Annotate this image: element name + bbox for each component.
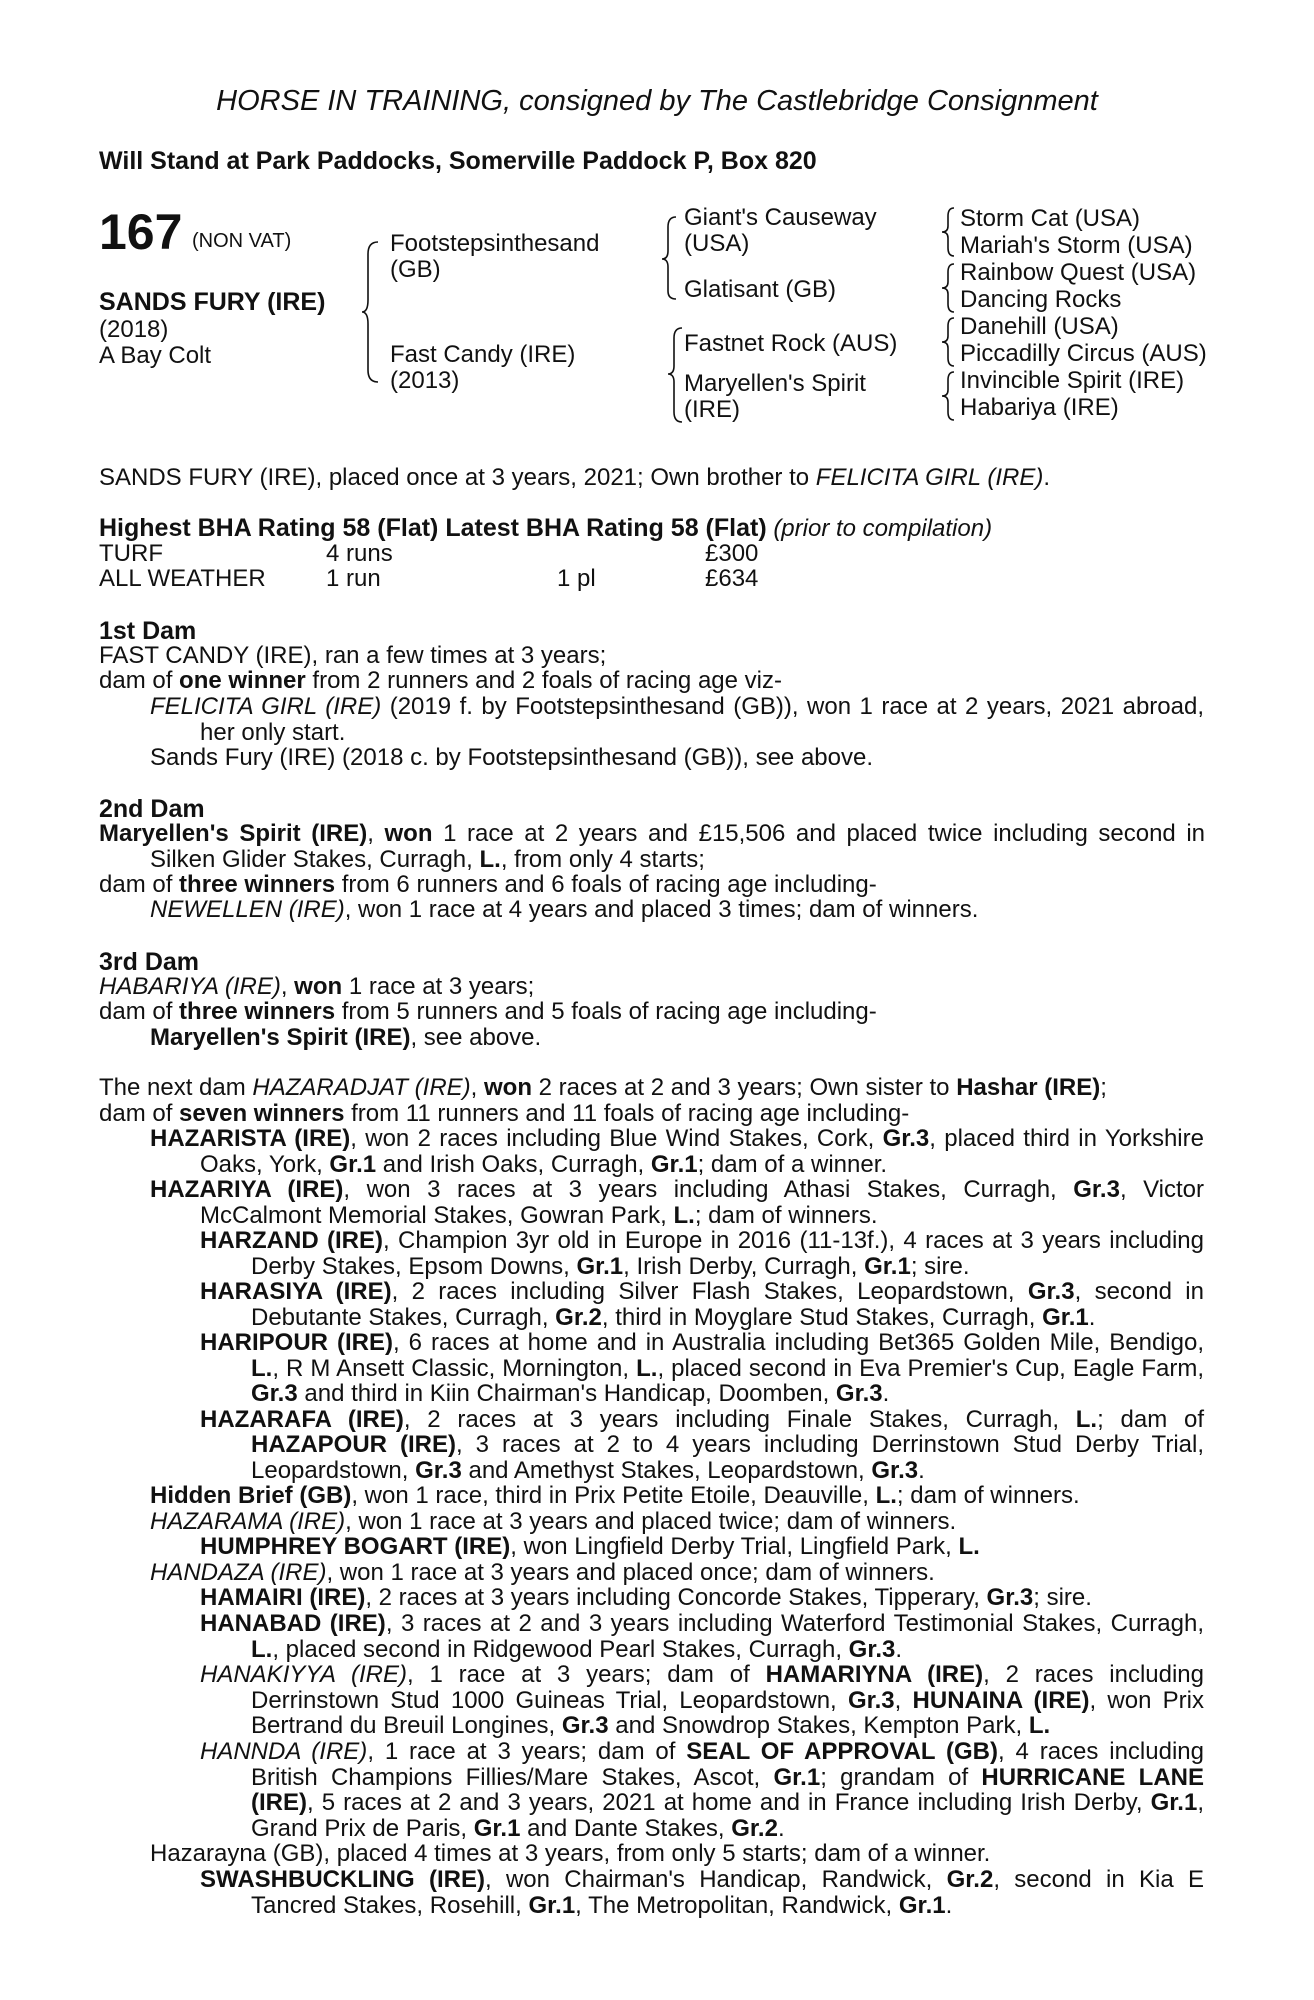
page-title: HORSE IN TRAINING, consigned by The Castlebridge Consignment	[216, 85, 1098, 117]
progeny-hazarayna: Hazarayna (GB), placed 4 times at 3 years, from only 5 starts; dam of a winner.	[150, 1840, 991, 1867]
foaling-year: (2018)	[99, 316, 169, 343]
first-dam-foal-1: FELICITA GIRL (IRE) (2019 f. by Footstepsinthesand (GB)), won 1 race at 2 years, 2021 abroad, her only start.	[150, 693, 1204, 746]
pedigree-dam-sire: Fastnet Rock (AUS)	[684, 330, 898, 357]
pedigree-dam: Fast Candy (IRE) (2013)	[390, 341, 576, 394]
progeny-handaza: HANDAZA (IRE), won 1 race at 3 years and placed once; dam of winners.	[150, 1559, 935, 1586]
first-dam-produce: dam of one winner from 2 runners and 2 foals of racing age viz-	[99, 667, 782, 694]
pedigree-sire: Footstepsinthesand (GB)	[390, 230, 600, 283]
progeny-hazarama: HAZARAMA (IRE), won 1 race at 3 years and placed twice; dam of winners.	[150, 1508, 957, 1535]
next-dam-produce: dam of seven winners from 11 runners and 11 foals of racing age including-	[99, 1100, 910, 1127]
progeny-harasiya: HARASIYA (IRE), 2 races including Silver Flash Stakes, Leopardstown, Gr.3, second in Debutante Stakes, Curragh, Gr.2, third in Moyglare Stud Stakes, Curragh, Gr.1.	[200, 1278, 1204, 1331]
vat-status: (NON VAT)	[192, 230, 292, 252]
progeny-swashbuckling: SWASHBUCKLING (IRE), won Chairman's Handicap, Randwick, Gr.2, second in Kia E Tancred Stakes, Rosehill, Gr.1, The Metropolitan, Randwick, Gr.1.	[200, 1866, 1205, 1919]
third-dam-produce: dam of three winners from 5 runners and 5 foals of racing age including-	[99, 998, 877, 1025]
progeny-hazarista: HAZARISTA (IRE), won 2 races including Blue Wind Stakes, Cork, Gr.3, placed third in Yorkshire Oaks, York, Gr.1 and Irish Oaks, Curragh, Gr.1; dam of a winner.	[150, 1125, 1204, 1178]
progeny-hazariya: HAZARIYA (IRE), won 3 races at 3 years including Athasi Stakes, Curragh, Gr.3, Victor McCalmont Memorial Stakes, Gowran Park, L.; dam of winners.	[150, 1176, 1205, 1229]
progeny-haripour: HARIPOUR (IRE), 6 races at home and in Australia including Bet365 Golden Mile, Bendigo, L., R M Ansett Classic, Mornington, L., placed second in Eva Premier's Cup, Eagle Farm, Gr.3 and third in Kiin Chairman's Handicap, Doomben, Gr.3.	[200, 1329, 1205, 1408]
pedigree-sire-dam: Glatisant (GB)	[684, 276, 837, 303]
second-dam-produce: dam of three winners from 6 runners and 6 foals of racing age including-	[99, 871, 877, 898]
second-dam-heading: 2nd Dam	[99, 795, 205, 823]
pedigree-bracket-g4-3	[942, 316, 962, 370]
race-record-turf: TURF 4 runs £300	[99, 540, 759, 567]
third-dam-heading: 3rd Dam	[99, 948, 200, 976]
third-dam-record: HABARIYA (IRE), won 1 race at 3 years;	[99, 973, 535, 1000]
pedigree-dam-dam: Maryellen's Spirit (IRE)	[684, 370, 866, 423]
stand-location: Will Stand at Park Paddocks, Somerville Paddock P, Box 820	[99, 147, 817, 175]
progeny-hazarafa: HAZARAFA (IRE), 2 races at 3 years including Finale Stakes, Curragh, L.; dam of	[200, 1406, 1204, 1433]
first-dam-heading: 1st Dam	[99, 617, 197, 645]
progeny-hazapour: HAZAPOUR (IRE), 3 races at 2 to 4 years including Derrinstown Stud Derby Trial, Leopardstown, Gr.3 and Amethyst Stakes, Leopardstown, Gr.3.	[251, 1431, 1204, 1484]
second-dam-foal: NEWELLEN (IRE), won 1 race at 4 years and placed 3 times; dam of winners.	[150, 896, 979, 923]
horse-description: A Bay Colt	[99, 342, 212, 369]
third-dam-foal: Maryellen's Spirit (IRE), see above.	[150, 1024, 542, 1051]
progeny-hidden-brief: Hidden Brief (GB), won 1 race, third in Prix Petite Etoile, Deauville, L.; dam of winners.	[150, 1482, 1080, 1509]
first-dam-foal-2: Sands Fury (IRE) (2018 c. by Footstepsinthesand (GB)), see above.	[150, 744, 873, 771]
second-dam-record: Maryellen's Spirit (IRE), won 1 race at 2 years and £15,506 and placed twice including second in Silken Glider Stakes, Curragh, L., from only 4 starts;	[99, 820, 1206, 873]
horse-name: SANDS FURY (IRE)	[99, 288, 326, 316]
progeny-hannda: HANNDA (IRE), 1 race at 3 years; dam of SEAL OF APPROVAL (GB), 4 races including British Champions Fillies/Mare Stakes, Ascot, Gr.1; grandam of HURRICANE LANE (IRE), 5 races at 2 and 3 years, 2021 at home and in France including Irish Derby, Gr.1, Grand Prix de Paris, Gr.1 and Dante Stakes, Gr.2.	[200, 1738, 1204, 1842]
horse-summary: SANDS FURY (IRE), placed once at 3 years, 2021; Own brother to FELICITA GIRL (IRE).	[99, 464, 1051, 491]
race-record-all-weather: ALL WEATHER 1 run 1 pl £634	[99, 565, 759, 592]
next-dam-record: The next dam HAZARADJAT (IRE), won 2 races at 2 and 3 years; Own sister to Hashar (IRE);	[99, 1074, 1107, 1101]
progeny-humphrey-bogart: HUMPHREY BOGART (IRE), won Lingfield Derby Trial, Lingfield Park, L.	[200, 1533, 980, 1560]
pedigree-bracket-g4-2	[942, 262, 962, 316]
pedigree-fourth-generation: Storm Cat (USA) Mariah's Storm (USA) Rainbow Quest (USA) Dancing Rocks Danehill (USA) Piccadilly Circus (AUS) Invincible Spirit (IRE) Habariya (IRE)	[960, 205, 1207, 421]
pedigree-bracket-g4-1	[942, 206, 962, 260]
bha-rating: Highest BHA Rating 58 (Flat) Latest BHA Rating 58 (Flat) (prior to compilation)	[99, 514, 993, 542]
pedigree-bracket-main	[362, 240, 392, 390]
pedigree-bracket-g4-4	[942, 370, 962, 424]
progeny-hanabad: HANABAD (IRE), 3 races at 2 and 3 years including Waterford Testimonial Stakes, Curragh, L., placed second in Ridgewood Pearl Stakes, Curragh, Gr.3.	[200, 1610, 1205, 1663]
progeny-hanakiyya: HANAKIYYA (IRE), 1 race at 3 years; dam of HAMARIYNA (IRE), 2 races including Derrinstown Stud 1000 Guineas Trial, Leopardstown, Gr.3, HUNAINA (IRE), won Prix Bertrand du Breuil Longines, Gr.3 and Snowdrop Stakes, Kempton Park, L.	[200, 1661, 1205, 1740]
lot-number: 167	[99, 204, 183, 260]
progeny-hamairi: HAMAIRI (IRE), 2 races at 3 years including Concorde Stakes, Tipperary, Gr.3; sire.	[200, 1584, 1092, 1611]
progeny-harzand: HARZAND (IRE), Champion 3yr old in Europe in 2016 (11-13f.), 4 races at 3 years including Derby Stakes, Epsom Downs, Gr.1, Irish Derby, Curragh, Gr.1; sire.	[200, 1227, 1205, 1280]
first-dam-line: FAST CANDY (IRE), ran a few times at 3 years;	[99, 642, 607, 669]
pedigree-sire-sire: Giant's Causeway (USA)	[684, 204, 877, 257]
